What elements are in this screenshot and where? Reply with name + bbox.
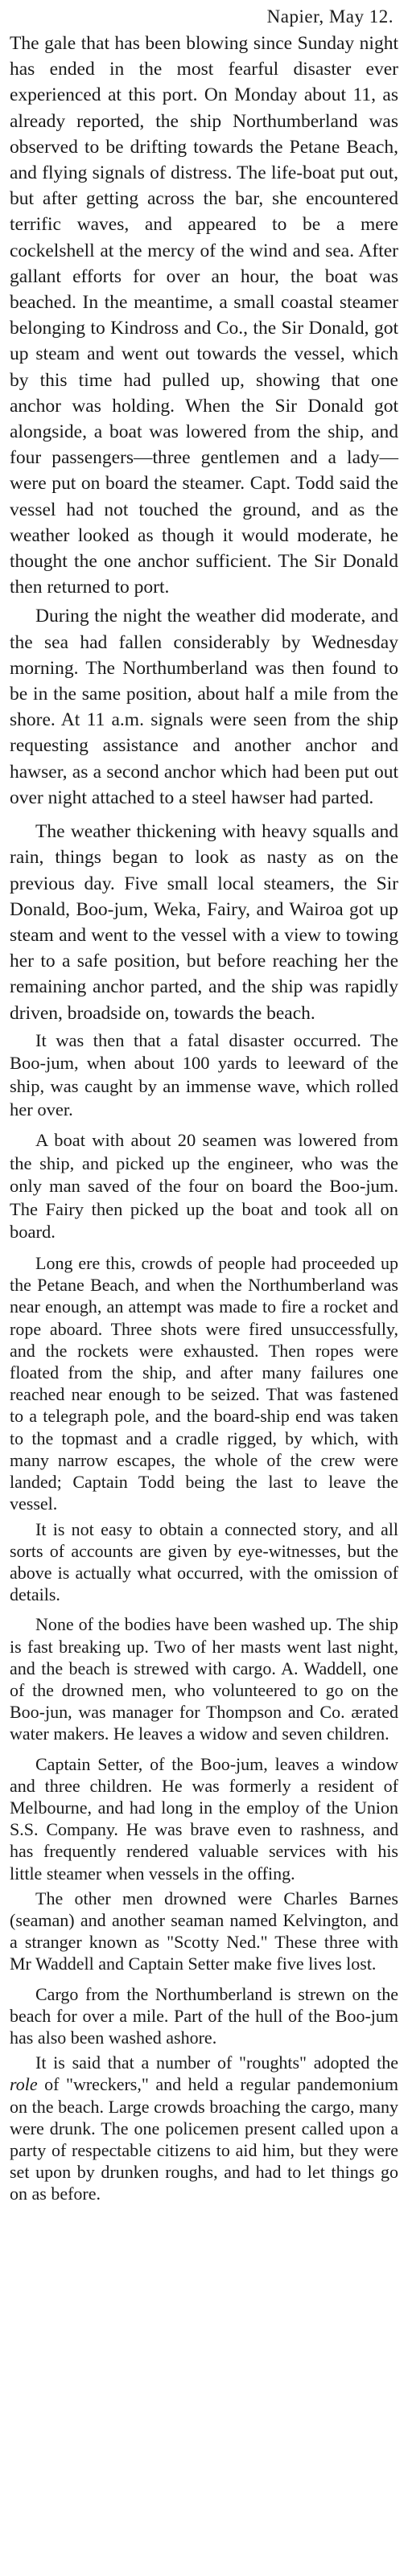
paragraph-night-moderate: During the night the weather did moderate, and the sea had fallen considerably by Wednesday morning. The Northumberland was then found to be in the same position, about half a mile from the shore. At 11 a.m. signals were seen from the ship requesting assistance and another anchor and hawser, as a second anchor which had been put out over night attached to a steel hawser had parted. xyxy=(10,606,398,808)
wreckers-text-before: It is said that a number of "roughts" adopted the xyxy=(35,2052,398,2073)
paragraph-wreckers xyxy=(10,2052,398,2204)
paragraph-fatal-disaster: It was then that a fatal disaster occurred. The Boo-jum, when about 100 yards to leeward of the ship, was caught by an immense wave, which rolled her over. xyxy=(10,1029,398,1120)
paragraph-boat-lowered: A boat with about 20 seamen was lowered from the ship, and picked up the engineer, who was the only man saved of the four on board the Boo-jum. The Fairy then picked up the boat and took all on board. xyxy=(10,1130,398,1243)
wreckers-text-after: of "wreckers," and held a regular pandemonium on the beach. Large crowds broaching the cargo, many were drunk. The one policemen present called upon a party of respectable citizens to aid him, but they were set upon by drunken roughs, and had to let things go on as before. xyxy=(10,2074,398,2204)
paragraph-gale: The gale that has been blowing since Sunday night has ended in the most fearful disaster ever experienced at this port. On Monday about 11, as already reported, the ship Northumberland was observed to be drifting towards the Petane Beach, and flying signals of distress. The life-boat put out, but after getting across the bar, she encountered terrific waves, and appeared to be a mere cockelshell at the mercy of the wind and sea. After gallant efforts for over an hour, the boat was beached. In the meantime, a small coastal steamer belonging to Kindross and Co., the Sir Donald, got up steam and went out towards the vessel, which by this time had pulled up, showing that one anchor was holding. When the Sir Donald got alongside, a boat was lowered from the ship, and four passengers—three gentlemen and a lady—were put on board the steamer. Capt. Todd said the vessel had not touched the ground, and as the weather looked as though it would moderate, he thought the one anchor sufficient. The Sir Donald then returned to port. xyxy=(10,33,398,598)
paragraph-captain-setter: Captain Setter, of the Boo-jum, leaves a window and three children. He was formerly a resident of Melbourne, and had long in the employ of the Union S.S. Company. He was brave even to rashness, and has frequently rendered valuable services with his little steamer when vessels in the offing. xyxy=(10,1753,398,1884)
wreckers-text-italic: role xyxy=(10,2074,38,2095)
paragraph-bodies: None of the bodies have been washed up. The ship is fast breaking up. Two of her masts went last night, and the beach is strewed with cargo. A. Waddell, one of the drowned men, who volunteered to go on the Boo-jun, was manager for Thompson and Co. ærated water makers. He leaves a widow and seven children. xyxy=(10,1614,398,1744)
paragraph-weather-thickening: The weather thickening with heavy squalls and rain, things began to look as nasty as on the previous day. Five small local steamers, the Sir Donald, Boo-jum, Weka, Fairy, and Wairoa got up steam and went to the vessel with a view to towing her to a safe position, but before reaching her the remaining anchor parted, and the ship was rapidly driven, broadside on, towards the beach. xyxy=(10,821,398,1024)
paragraph-cargo: Cargo from the Northumberland is strewn on the beach for over a mile. Part of the hull of the Boo-jum has also been washed ashore. xyxy=(10,1983,398,2048)
paragraph-crowds-rocket: Long ere this, crowds of people had proceeded up the Petane Beach, and when the Northumberland was near enough, an attempt was made to fire a rocket and rope aboard. Three shots were fired unsuccessfully, and the rockets were exhausted. Then ropes were floated from the ship, and after many failures one reached near enough to be seized. That was fastened to a telegraph pole, and the board-ship end was taken to the topmast and a cradle rigged, by which, with many narrow escapes, the whole of the crew were landed; Captain Todd being the last to leave the vessel. xyxy=(10,1253,398,1514)
paragraph-connected-story: It is not easy to obtain a connected story, and all sorts of accounts are given by eye-witnesses, but the above is actually what occurred, with the omission of details. xyxy=(10,1518,398,1605)
dateline: Napier, May 12. xyxy=(266,6,394,27)
paragraph-other-men: The other men drowned were Charles Barnes (seaman) and another seaman named Kelvington, and a stranger known as "Scotty Ned." These three with Mr Waddell and Captain Setter make five lives lost. xyxy=(10,1888,398,1974)
